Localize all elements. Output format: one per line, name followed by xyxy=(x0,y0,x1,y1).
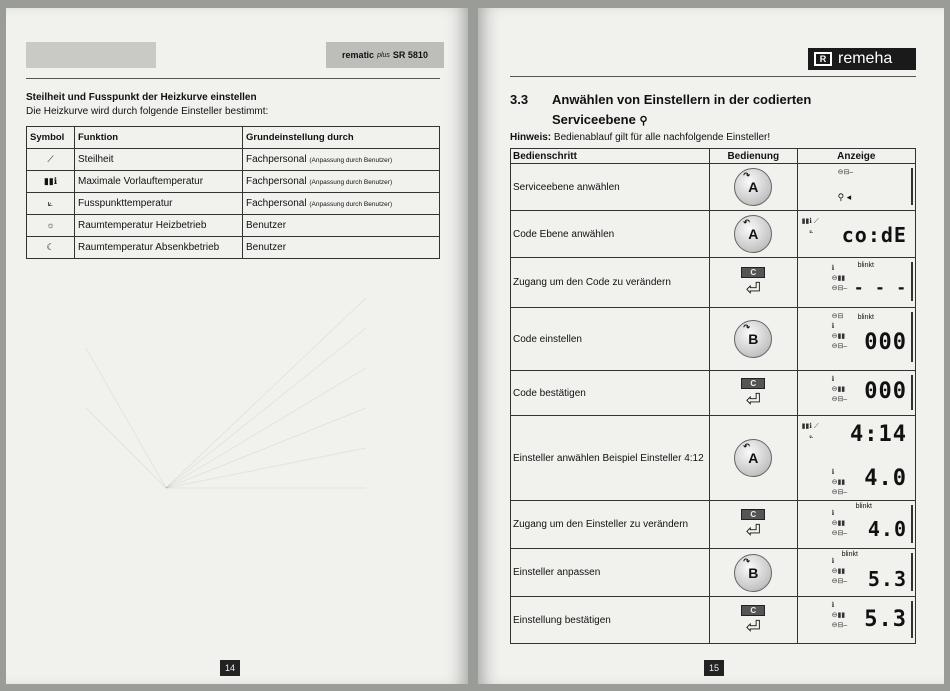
lcd-display-secondary: 4.0 xyxy=(864,466,907,491)
step-text: Zugang um den Einsteller zu verändern xyxy=(511,501,710,548)
lcd-display: - - - xyxy=(853,278,907,297)
status-icons: ℹ ⊖▮▮ ⊖⊟– xyxy=(831,469,848,496)
service-icon: ⚲ ◂ xyxy=(837,192,852,202)
status-icons: ℹ ⊖▮▮ ⊖⊟– xyxy=(831,602,848,629)
remeha-logo xyxy=(808,48,916,70)
curve-symbols-icon: ▮▮ℹ ⟋ ⟀ xyxy=(801,423,819,440)
lcd-display: 000 xyxy=(864,330,907,355)
knob-a-icon: ↶ A xyxy=(734,215,772,253)
hint: Hinweis: Bedienablauf gilt für alle nachfolgende Einsteller! xyxy=(510,132,771,143)
lcd-display: 5.3 xyxy=(867,567,907,591)
table-row xyxy=(27,171,440,193)
service-icon: ⚲ xyxy=(639,115,648,127)
cell-funktion: Fusspunkttemperatur xyxy=(75,193,243,215)
table-row xyxy=(27,193,440,215)
knob-a-icon: ↷ A xyxy=(734,168,772,206)
status-icons: ℹ ⊖▮▮ ⊖⊟– xyxy=(831,510,848,537)
table-row xyxy=(511,211,915,258)
table-row xyxy=(27,149,440,171)
cell-grund: Benutzer xyxy=(243,237,440,259)
display-edge xyxy=(911,375,913,410)
key-c-enter-icon: C ⏎ xyxy=(741,509,765,540)
display-edge xyxy=(911,312,913,362)
blink-label: blinkt xyxy=(857,314,874,321)
logo-text: remeha xyxy=(838,50,893,67)
table-row xyxy=(511,371,915,416)
blink-label: blinkt xyxy=(855,503,872,510)
header-grund: Grundeinstellung durch xyxy=(243,127,440,149)
header-rule xyxy=(26,78,440,79)
lcd-display: 000 xyxy=(864,379,907,404)
table-header-row xyxy=(27,127,440,149)
steps-header xyxy=(511,149,915,164)
right-page xyxy=(478,8,944,684)
table-row xyxy=(511,164,915,211)
table-row xyxy=(27,237,440,259)
status-icons: ℹ ⊖▮▮ ⊖⊟– xyxy=(831,376,848,403)
status-icons: ⊖⊟ ℹ ⊖▮▮ ⊖⊟– xyxy=(831,313,848,350)
table-row xyxy=(511,501,915,549)
knob-b-icon: ↷ B xyxy=(734,554,772,592)
steps-table xyxy=(510,148,916,644)
step-text: Einsteller anwählen Beispiel Einsteller 4:12 xyxy=(511,416,710,500)
key-c-enter-icon: C ⏎ xyxy=(741,378,765,409)
status-icons: ℹ ⊖▮▮ ⊖⊟– xyxy=(831,558,848,585)
step-text: Einsteller anpassen xyxy=(511,549,710,596)
status-icons: ℹ ⊖▮▮ ⊖⊟– xyxy=(831,265,848,292)
section-subtitle: Die Heizkurve wird durch folgende Einsteller bestimmt: xyxy=(26,106,269,117)
brand-header xyxy=(326,42,444,68)
table-row xyxy=(27,215,440,237)
header-symbol: Symbol xyxy=(27,127,75,149)
header-step: Bedienschritt xyxy=(511,149,710,163)
step-text: Serviceebene anwählen xyxy=(511,164,710,210)
blink-label: blinkt xyxy=(857,262,874,269)
page-number: 15 xyxy=(704,660,724,676)
cell-funktion: Raumtemperatur Absenkbetrieb xyxy=(75,237,243,259)
table-row xyxy=(511,258,915,308)
ghost-heating-curve-graphic xyxy=(66,288,396,618)
ghost-header-block xyxy=(26,42,156,68)
header-control: Bedienung xyxy=(710,149,798,163)
display-edge xyxy=(911,553,913,591)
display-edge xyxy=(911,601,913,638)
brand-plus: plus xyxy=(377,51,390,59)
slope-icon: ⟋ xyxy=(47,154,54,164)
sun-icon: ☼ xyxy=(46,220,55,230)
logo-mark: R xyxy=(814,52,832,66)
lcd-display: co:dE xyxy=(841,223,907,247)
lcd-display: 4:14 xyxy=(850,422,907,447)
knob-b-icon: ↷ B xyxy=(734,320,772,358)
cell-funktion: Raumtemperatur Heizbetrieb xyxy=(75,215,243,237)
display-edge xyxy=(911,262,913,301)
step-text: Code Ebene anwählen xyxy=(511,211,710,257)
header-rule xyxy=(510,76,916,77)
blink-label: blinkt xyxy=(841,551,858,558)
table-row xyxy=(511,549,915,597)
curve-symbols-icon: ▮▮ℹ ⟋ ⟀ xyxy=(801,218,819,235)
cell-grund: Fachpersonal (Anpassung durch Benutzer) xyxy=(243,171,440,193)
thermometer-icon: ⊖⊟– xyxy=(837,169,854,176)
step-text: Code bestätigen xyxy=(511,371,710,415)
page-number: 14 xyxy=(220,660,240,676)
step-text: Einstellung bestätigen xyxy=(511,597,710,643)
key-c-enter-icon: C ⏎ xyxy=(741,267,765,298)
header-display: Anzeige xyxy=(837,150,876,162)
knob-a-icon: ↶ A xyxy=(734,439,772,477)
display-edge xyxy=(911,505,913,543)
step-text: Zugang um den Code zu verändern xyxy=(511,258,710,307)
table-row xyxy=(511,416,915,501)
table-row xyxy=(511,308,915,371)
section-title: Anwählen von Einstellern in der codierten xyxy=(552,92,812,107)
table-row xyxy=(511,597,915,643)
key-c-enter-icon: C ⏎ xyxy=(741,605,765,636)
base-point-icon: ⟀ xyxy=(47,198,54,208)
cell-funktion: Steilheit xyxy=(75,149,243,171)
max-temp-icon: ▮▮ℹ xyxy=(43,176,58,186)
step-text: Code einstellen xyxy=(511,308,710,370)
section-title-line2: Serviceebene ⚲ xyxy=(552,112,648,127)
cell-funktion: Maximale Vorlauftemperatur xyxy=(75,171,243,193)
cell-grund: Fachpersonal (Anpassung durch Benutzer) xyxy=(243,149,440,171)
brand-name: rematic xyxy=(342,50,375,60)
settings-table xyxy=(26,126,440,259)
brand-model: SR 5810 xyxy=(392,50,428,60)
lcd-display: 4.0 xyxy=(867,517,907,541)
header-funktion: Funktion xyxy=(75,127,243,149)
left-page xyxy=(6,8,468,684)
section-title: Steilheit und Fusspunkt der Heizkurve einstellen xyxy=(26,92,257,103)
lcd-display: 5.3 xyxy=(864,607,907,632)
section-number: 3.3 xyxy=(510,92,529,107)
moon-icon: ☾ xyxy=(46,242,55,252)
cell-grund: Benutzer xyxy=(243,215,440,237)
display-edge xyxy=(911,168,913,205)
cell-grund: Fachpersonal (Anpassung durch Benutzer) xyxy=(243,193,440,215)
